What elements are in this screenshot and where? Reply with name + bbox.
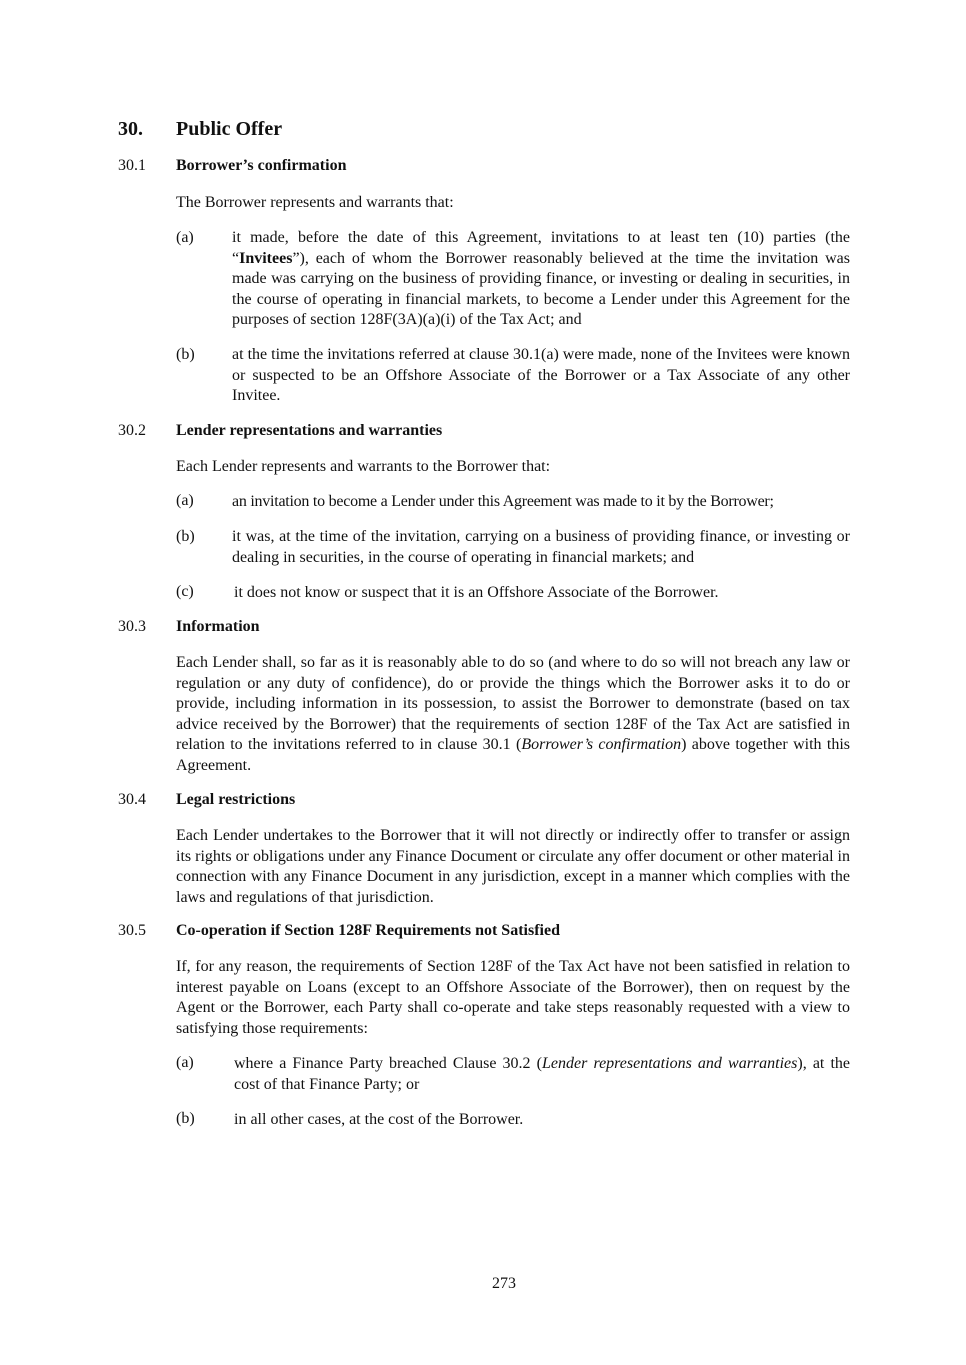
clause-title: Legal restrictions bbox=[176, 791, 296, 808]
item-label: (b) bbox=[176, 346, 195, 363]
clause-title: Borrower’s confirmation bbox=[176, 157, 347, 174]
defined-term: Invitees bbox=[239, 249, 293, 267]
list-item: it does not know or suspect that it is an Offshore Associate of the Borrower. bbox=[234, 584, 719, 601]
list-item: it was, at the time of the invitation, carrying on a business of providing finance, or investing or dealing in securities, in the course of operating in financial markets; and bbox=[232, 528, 850, 566]
item-label: (c) bbox=[176, 583, 194, 600]
item-label: (b) bbox=[176, 528, 195, 545]
clause-intro: Each Lender represents and warrants to the Borrower that: bbox=[176, 458, 551, 475]
list-item bbox=[232, 228, 850, 331]
item-label: (a) bbox=[176, 1054, 194, 1071]
clause-body: Each Lender undertakes to the Borrower that it will not directly or indirectly offer to transfer or assign its rights or obligations under any Finance Document or circulate any offer document or other material in connection with any Finance Document in any jurisdiction, except in a manner which complies with the laws and regulations of that jurisdiction. bbox=[176, 827, 850, 906]
item-text: ”), each of whom the Borrower reasonably believed at the time the invitation was made was carrying on the business of providing finance, or investing or dealing in securities, in the course of operating in financial markets, to become a Lender under this Agreement for the purposes of section 128F(3A)(a)(i) of the Tax Act; and bbox=[232, 249, 850, 328]
list-item: in all other cases, at the cost of the Borrower. bbox=[234, 1111, 524, 1128]
body-text: ) above together with this Agreement. bbox=[176, 736, 850, 774]
list-item: an invitation to become a Lender under this Agreement was made to it by the Borrower; bbox=[232, 493, 774, 510]
clause-number: 30.2 bbox=[118, 422, 146, 439]
cross-reference: Borrower’s confirmation bbox=[521, 736, 682, 753]
clause-body: If, for any reason, the requirements of Section 128F of the Tax Act have not been satisfied in relation to interest payable on Loans (except to an Offshore Associate of the Borrower), then on request by the Agent or the Borrower, each Party shall co-operate and take steps reasonably requested with a view to satisfying those requirements: bbox=[176, 958, 850, 1037]
clause-number: 30.3 bbox=[118, 618, 146, 635]
section-title: Public Offer bbox=[176, 118, 283, 140]
section-number: 30. bbox=[118, 118, 143, 140]
item-label: (a) bbox=[176, 492, 194, 509]
clause-title: Information bbox=[176, 618, 260, 635]
item-text: ), at the cost of that Finance Party; or bbox=[234, 1055, 851, 1093]
item-text: where a Finance Party breached Clause 30.2 ( bbox=[234, 1055, 542, 1072]
item-label: (a) bbox=[176, 229, 194, 246]
item-label: (b) bbox=[176, 1110, 195, 1127]
clause-intro: The Borrower represents and warrants that: bbox=[176, 194, 454, 211]
cross-reference: Lender representations and warranties bbox=[542, 1055, 798, 1072]
clause-number: 30.4 bbox=[118, 791, 146, 808]
clause-title: Lender representations and warranties bbox=[176, 422, 443, 439]
clause-number: 30.5 bbox=[118, 922, 146, 939]
clause-title: Co-operation if Section 128F Requirements not Satisfied bbox=[176, 922, 560, 939]
item-text: it made, before the date of this Agreement, invitations to at least ten (10) parties (the “ bbox=[232, 229, 850, 267]
list-item bbox=[234, 1054, 850, 1095]
list-item: at the time the invitations referred at clause 30.1(a) were made, none of the Invitees were known or suspected to be an Offshore Associate of the Borrower or a Tax Associate of any other Invitee. bbox=[232, 346, 850, 404]
body-text: Each Lender shall, so far as it is reasonably able to do so (and where to do so will not breach any law or regulation or any duty of confidence), do or provide the things which the Borrower asks it to do or provide, including information in its possession, to assist the Borrower to demonstrate (based on tax advice received by the Borrower) that the requirements of section 128F of the Tax Act are satisfied in relation to the invitations referred to in clause 30.1 ( bbox=[176, 654, 850, 753]
page-number: 273 bbox=[492, 1275, 516, 1292]
clause-number: 30.1 bbox=[118, 157, 146, 174]
clause-body bbox=[176, 653, 850, 776]
